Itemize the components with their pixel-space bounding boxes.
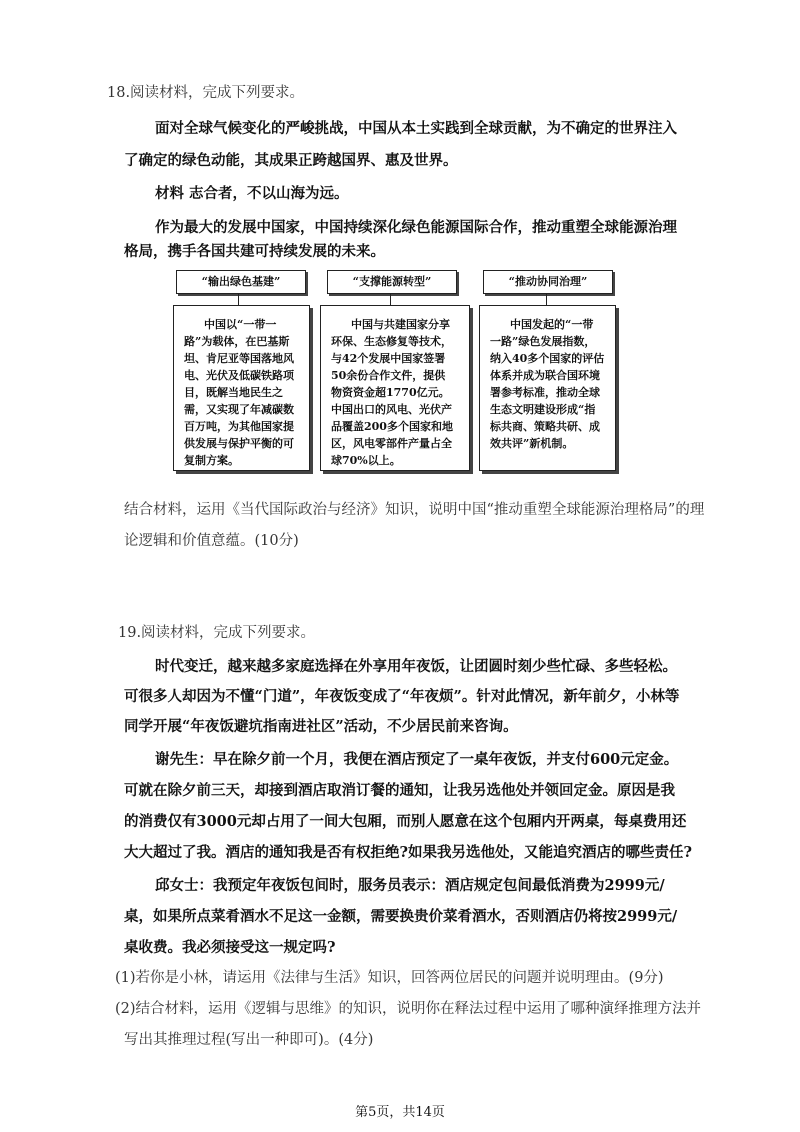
q18-intro-line: 面对全球气候变化的严峻挑战，中国从本土实践到全球贡献，为不确定的世界注入 [155,120,677,137]
box-line: 与42个发展中国家签署 [331,352,446,365]
q18-task-line: 结合材料，运用《当代国际政治与经济》知识，说明中国“推动重塑全球能源治理格局”的理 [124,502,705,518]
q18-intro-line: 了确定的绿色动能，其成果正跨越国界、惠及世界。 [124,152,458,169]
box-line: 区，风电零部件产量占全 [331,437,452,450]
box-line: 目，既解当地民生之 [184,386,283,399]
q19-task-line: (1)若你是小林，请运用《法律与生活》知识，回答两位居民的问题并说明理由。(9分) [115,970,664,986]
box-title-green-infrastructure: “输出绿色基建” [176,270,306,294]
box-collaborative-governance [479,305,616,471]
q19-body-line: 可就在除夕前三天，却接到酒店取消订餐的通知，让我另选他处并领回定金。原因是我 [124,782,675,799]
q19-body-line: 桌，如果所点菜肴酒水不足这一金额，需要换贵价菜肴酒水，否则酒店仍将按2999元/ [124,908,678,925]
box-line: 生态文明建设形成“指 [490,403,596,416]
box-line: 电、光伏及低碳铁路项 [184,369,294,382]
q18-heading: 18.阅读材料，完成下列要求。 [107,85,305,101]
box-line: 物资资金超1770亿元。 [331,386,450,399]
box-line: 中国出口的风电、光伏产 [331,403,452,416]
q19-body-line: 时代变迁，越来越多家庭选择在外享用年夜饭，让团圆时刻少些忙碌、多些轻松。 [155,658,677,675]
q18-material-line: 材料 志合者，不以山海为远。 [155,185,349,202]
box-line: 球70%以上。 [331,454,401,467]
box-line: 百万吨，为其他国家提 [184,420,294,433]
q19-body-line: 桌收费。我必须接受这一规定吗? [124,939,336,956]
page-number: 第5页，共14页 [355,1105,445,1120]
q18-task-line: 论逻辑和价值意蕴。(10分) [124,533,299,549]
box-green-infrastructure [173,305,310,471]
box-line: 一路”绿色发展指数， [490,335,596,348]
box-line: 需，又实现了年减碳数 [184,403,294,416]
q19-body-line: 谢先生：早在除夕前一个月，我便在酒店预定了一桌年夜饭，并支付600元定金。 [155,751,679,768]
q19-task-line: (2)结合材料，运用《逻辑与思维》的知识，说明你在释法过程中运用了哪种演绎推理方法并 [115,1001,702,1017]
box-line: 纳入40多个国家的评估 [490,352,605,365]
box-title-energy-transition: “支撑能源转型” [327,270,457,294]
box-line: 供发展与保护平衡的可 [184,437,294,450]
box-line: 环保、生态修复等技术， [331,335,452,348]
q19-body-line: 邱女士：我预定年夜饭包间时，服务员表示：酒店规定包间最低消费为2999元/ [155,877,665,894]
box-line: 署参考标准，推动全球 [490,386,600,399]
box-line: 路”为载体，在巴基斯 [184,335,290,348]
q19-body-line: 同学开展“年夜饭避坑指南进社区”活动，不少居民前来咨询。 [124,718,518,735]
box-line: 中国以“一带一 [204,318,277,331]
q19-heading: 19.阅读材料，完成下列要求。 [118,625,316,641]
box-energy-transition [320,305,470,471]
q19-body-line: 大大超过了我。酒店的通知我是否有权拒绝?如果我另选他处，又能追究酒店的哪些责任? [124,844,692,861]
box-line: 50余份合作文件，提供 [331,369,446,382]
box-line: 标共商、策略共研、成 [490,420,600,433]
box-line: 复制方案。 [184,454,239,467]
box-line: 坦、肯尼亚等国落地风 [184,352,294,365]
box-line: 中国与共建国家分享 [351,318,450,331]
q19-task-line: 写出其推理过程(写出一种即可)。(4分) [124,1032,374,1048]
box-line: 体系并成为联合国环境 [490,369,600,382]
q19-body-line: 可很多人却因为不懂“门道”，年夜饭变成了“年夜烦”。针对此情况，新年前夕，小林等 [124,688,680,705]
q18-body-line: 作为最大的发展中国家，中国持续深化绿色能源国际合作，推动重塑全球能源治理 [155,219,677,236]
box-line: 效共评”新机制。 [490,437,574,450]
box-line: 中国发起的“一带 [510,318,594,331]
box-title-collaborative-governance: “推动协同治理” [483,270,613,294]
q18-body-line: 格局，携手各国共建可持续发展的未来。 [124,243,385,260]
q19-body-line: 的消费仅有3000元却占用了一间大包厢，而别人愿意在这个包厢内开两桌，每桌费用还 [124,813,687,830]
box-line: 品覆盖200多个国家和地 [331,420,453,433]
